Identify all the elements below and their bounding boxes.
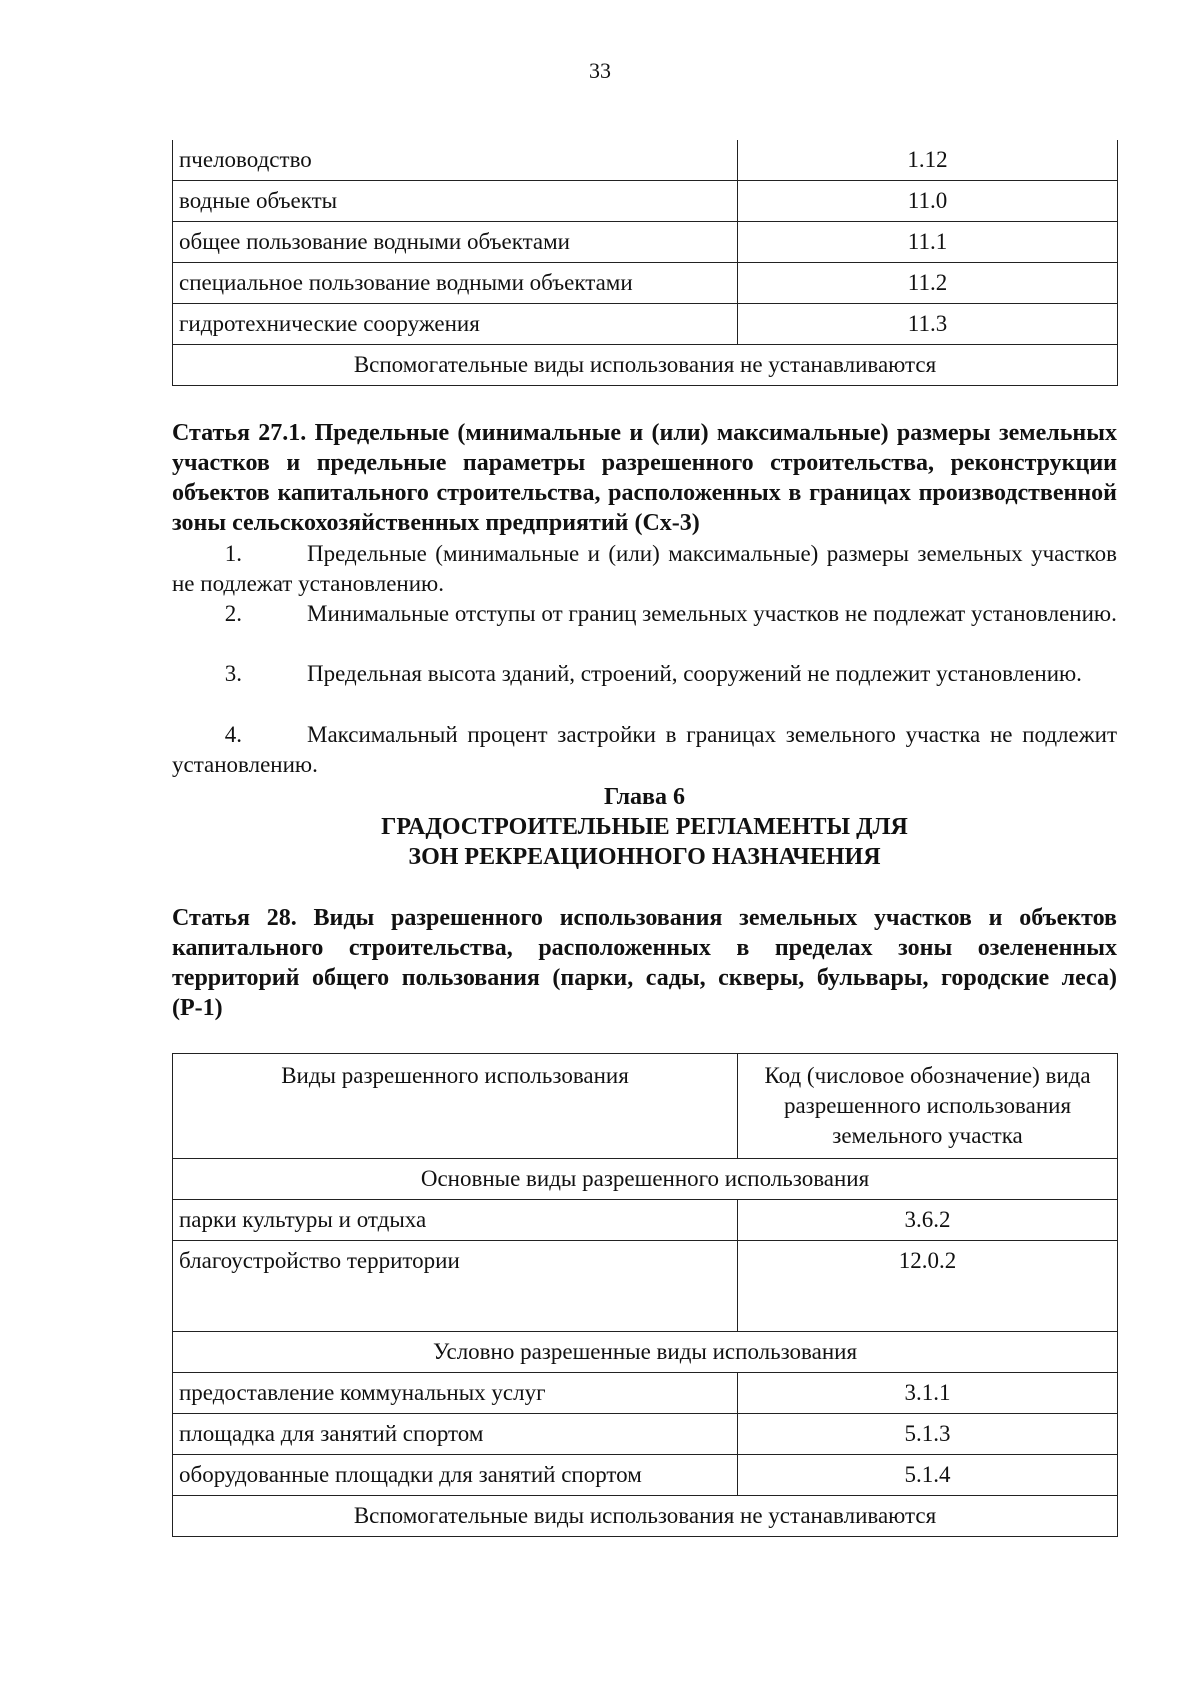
use-name-cell: предоставление коммунальных услуг (173, 1373, 738, 1414)
chapter-title-line-2: ЗОН РЕКРЕАЦИОННОГО НАЗНАЧЕНИЯ (408, 844, 881, 870)
item-text: Предельные (минимальные и (или) максимальные) размеры земельных участков не подлежат установлению. (172, 541, 1117, 596)
table-row (173, 140, 1118, 181)
table-row (173, 222, 1118, 263)
table-row (173, 263, 1118, 304)
item-text: Минимальные отступы от границ земельных участков не подлежат установлению. (307, 601, 1117, 626)
item-number: 1. (224, 541, 242, 566)
section-row (173, 1159, 1118, 1200)
land-use-table-r1 (172, 1053, 1118, 1537)
use-code-cell: 1.12 (738, 140, 1118, 181)
article-27-1-item-4 (172, 720, 1117, 780)
article-27-1-item-1 (172, 539, 1117, 599)
chapter-title-line-1: ГРАДОСТРОИТЕЛЬНЫЕ РЕГЛАМЕНТЫ ДЛЯ (381, 814, 908, 840)
header-use-code: Код (числовое обозначение) вида разрешенного использования земельного участка (738, 1054, 1118, 1159)
use-code-cell: 11.1 (738, 222, 1118, 263)
article-title-text: Статья 28. Виды разрешенного использования земельных участков и объектов капитального строительства, расположенных в пределах зоны озелененных территорий общего пользования (парки, сады, скверы, бульвары, городские леса) (Р-1) (172, 905, 1117, 1021)
land-use-table-continued (172, 140, 1118, 386)
table-row (173, 1373, 1118, 1414)
article-27-1-title (172, 418, 1117, 538)
item-number: 4. (224, 722, 242, 747)
table-row (173, 304, 1118, 345)
item-text: Предельная высота зданий, строений, сооружений не подлежит установлению. (307, 661, 1082, 686)
section-row (173, 1332, 1118, 1373)
table-footer-row (173, 345, 1118, 386)
section-conditional-uses: Условно разрешенные виды использования (173, 1332, 1118, 1373)
table-row (173, 1241, 1118, 1332)
use-name-cell: оборудованные площадки для занятий спортом (173, 1455, 738, 1496)
use-name-cell: парки культуры и отдыха (173, 1200, 738, 1241)
table-row (173, 1414, 1118, 1455)
table-header-row (173, 1054, 1118, 1159)
section-main-uses: Основные виды разрешенного использования (173, 1159, 1118, 1200)
table-row (173, 1455, 1118, 1496)
use-code-cell: 11.0 (738, 181, 1118, 222)
use-name-cell: специальное пользование водными объектами (173, 263, 738, 304)
use-name-cell: водные объекты (173, 181, 738, 222)
table-row (173, 181, 1118, 222)
use-name-cell: гидротехнические сооружения (173, 304, 738, 345)
use-name-cell: площадка для занятий спортом (173, 1414, 738, 1455)
use-code-cell: 11.2 (738, 263, 1118, 304)
article-title-text: Статья 27.1. Предельные (минимальные и (или) максимальные) размеры земельных участков и предельные параметры разрешенного строительства, реконструкции объектов капитального строительства, расположенных в границах производственной зоны сельскохозяйственных предприятий (Сх-3) (172, 420, 1117, 536)
item-number: 3. (224, 661, 242, 686)
page-number: 33 (589, 58, 611, 83)
use-name-cell: благоустройство территории (173, 1241, 738, 1332)
use-name-cell: пчеловодство (173, 140, 738, 181)
item-number: 2. (224, 601, 242, 626)
article-27-1-item-3 (172, 659, 1117, 689)
item-text: Максимальный процент застройки в границах земельного участка не подлежит установлению. (172, 722, 1117, 777)
use-name-cell: общее пользование водными объектами (173, 222, 738, 263)
article-27-1-item-2 (172, 599, 1117, 629)
use-code-cell: 5.1.3 (738, 1414, 1118, 1455)
table-footer-row (173, 1496, 1118, 1537)
auxiliary-uses-note: Вспомогательные виды использования не устанавливаются (173, 1496, 1118, 1537)
article-28-title (172, 903, 1117, 1023)
use-code-cell: 3.6.2 (738, 1200, 1118, 1241)
use-code-cell: 12.0.2 (738, 1241, 1118, 1332)
use-code-cell: 3.1.1 (738, 1373, 1118, 1414)
use-code-cell: 5.1.4 (738, 1455, 1118, 1496)
use-code-cell: 11.3 (738, 304, 1118, 345)
auxiliary-uses-note: Вспомогательные виды использования не устанавливаются (173, 345, 1118, 386)
table-row (173, 1200, 1118, 1241)
header-use-name: Виды разрешенного использования (173, 1054, 738, 1159)
chapter-label: Глава 6 (604, 784, 685, 810)
